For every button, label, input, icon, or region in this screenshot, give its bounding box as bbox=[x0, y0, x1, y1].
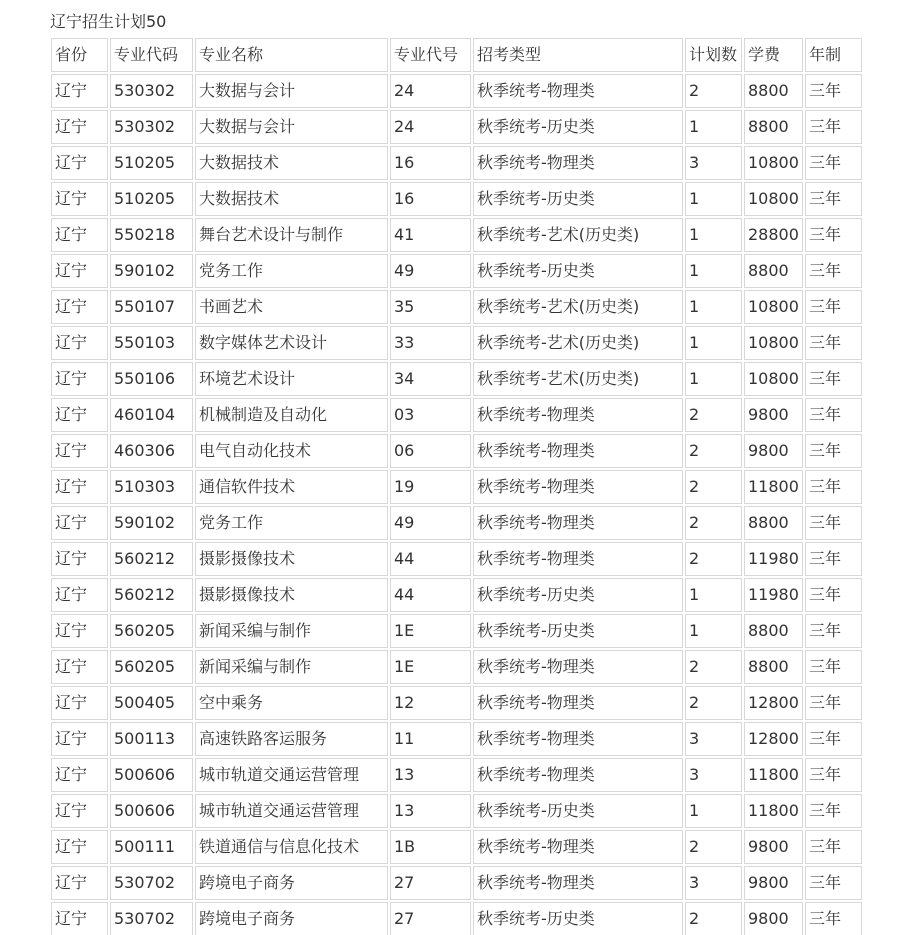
cell-province: 辽宁 bbox=[51, 542, 108, 576]
header-cell-major-name: 专业名称 bbox=[195, 38, 388, 72]
cell-major-number: 27 bbox=[390, 866, 471, 900]
table-row bbox=[51, 830, 862, 864]
cell-major-code: 530302 bbox=[110, 110, 193, 144]
cell-tuition: 11800 bbox=[744, 470, 803, 504]
cell-exam-type: 秋季统考-物理类 bbox=[473, 722, 683, 756]
table-body bbox=[51, 38, 862, 935]
cell-province: 辽宁 bbox=[51, 110, 108, 144]
cell-plan-count: 1 bbox=[685, 578, 742, 612]
cell-major-code: 560205 bbox=[110, 614, 193, 648]
cell-major-number: 44 bbox=[390, 542, 471, 576]
cell-exam-type: 秋季统考-艺术(历史类) bbox=[473, 326, 683, 360]
cell-major-name: 大数据技术 bbox=[195, 146, 388, 180]
cell-major-number: 16 bbox=[390, 182, 471, 216]
cell-plan-count: 1 bbox=[685, 218, 742, 252]
cell-province: 辽宁 bbox=[51, 326, 108, 360]
cell-duration: 三年 bbox=[805, 758, 862, 792]
cell-major-number: 12 bbox=[390, 686, 471, 720]
cell-tuition: 9800 bbox=[744, 434, 803, 468]
table-row bbox=[51, 434, 862, 468]
cell-province: 辽宁 bbox=[51, 614, 108, 648]
cell-exam-type: 秋季统考-物理类 bbox=[473, 398, 683, 432]
cell-duration: 三年 bbox=[805, 434, 862, 468]
cell-major-code: 590102 bbox=[110, 254, 193, 288]
cell-province: 辽宁 bbox=[51, 362, 108, 396]
cell-major-name: 铁道通信与信息化技术 bbox=[195, 830, 388, 864]
cell-tuition: 11980 bbox=[744, 578, 803, 612]
cell-major-name: 党务工作 bbox=[195, 506, 388, 540]
cell-major-number: 11 bbox=[390, 722, 471, 756]
cell-exam-type: 秋季统考-物理类 bbox=[473, 470, 683, 504]
cell-tuition: 10800 bbox=[744, 362, 803, 396]
cell-plan-count: 1 bbox=[685, 254, 742, 288]
cell-major-name: 舞台艺术设计与制作 bbox=[195, 218, 388, 252]
cell-exam-type: 秋季统考-历史类 bbox=[473, 182, 683, 216]
cell-province: 辽宁 bbox=[51, 398, 108, 432]
cell-duration: 三年 bbox=[805, 182, 862, 216]
cell-major-number: 13 bbox=[390, 758, 471, 792]
table-row bbox=[51, 110, 862, 144]
cell-province: 辽宁 bbox=[51, 758, 108, 792]
table-row bbox=[51, 542, 862, 576]
cell-province: 辽宁 bbox=[51, 830, 108, 864]
cell-major-code: 500113 bbox=[110, 722, 193, 756]
cell-tuition: 12800 bbox=[744, 686, 803, 720]
table-row bbox=[51, 218, 862, 252]
cell-duration: 三年 bbox=[805, 74, 862, 108]
cell-duration: 三年 bbox=[805, 470, 862, 504]
cell-province: 辽宁 bbox=[51, 182, 108, 216]
table-row bbox=[51, 722, 862, 756]
cell-major-code: 500606 bbox=[110, 794, 193, 828]
table-row bbox=[51, 398, 862, 432]
cell-duration: 三年 bbox=[805, 794, 862, 828]
cell-major-name: 大数据技术 bbox=[195, 182, 388, 216]
cell-major-code: 460306 bbox=[110, 434, 193, 468]
enrollment-plan-table bbox=[49, 36, 864, 935]
cell-tuition: 8800 bbox=[744, 506, 803, 540]
cell-major-number: 1B bbox=[390, 830, 471, 864]
cell-major-code: 530702 bbox=[110, 866, 193, 900]
header-cell-province: 省份 bbox=[51, 38, 108, 72]
cell-plan-count: 2 bbox=[685, 650, 742, 684]
cell-major-number: 34 bbox=[390, 362, 471, 396]
cell-major-code: 560212 bbox=[110, 578, 193, 612]
cell-exam-type: 秋季统考-历史类 bbox=[473, 254, 683, 288]
header-cell-tuition: 学费 bbox=[744, 38, 803, 72]
cell-major-name: 高速铁路客运服务 bbox=[195, 722, 388, 756]
cell-tuition: 10800 bbox=[744, 146, 803, 180]
cell-duration: 三年 bbox=[805, 542, 862, 576]
cell-plan-count: 2 bbox=[685, 434, 742, 468]
cell-major-name: 新闻采编与制作 bbox=[195, 614, 388, 648]
cell-tuition: 11800 bbox=[744, 794, 803, 828]
table-row bbox=[51, 614, 862, 648]
cell-major-name: 环境艺术设计 bbox=[195, 362, 388, 396]
cell-major-name: 跨境电子商务 bbox=[195, 866, 388, 900]
cell-major-name: 电气自动化技术 bbox=[195, 434, 388, 468]
table-row bbox=[51, 506, 862, 540]
cell-duration: 三年 bbox=[805, 218, 862, 252]
table-row bbox=[51, 902, 862, 935]
cell-plan-count: 3 bbox=[685, 866, 742, 900]
cell-major-number: 19 bbox=[390, 470, 471, 504]
cell-tuition: 8800 bbox=[744, 110, 803, 144]
table-row bbox=[51, 758, 862, 792]
table-row bbox=[51, 74, 862, 108]
cell-major-name: 城市轨道交通运营管理 bbox=[195, 794, 388, 828]
cell-major-code: 500405 bbox=[110, 686, 193, 720]
cell-tuition: 8800 bbox=[744, 74, 803, 108]
cell-tuition: 9800 bbox=[744, 866, 803, 900]
cell-major-name: 摄影摄像技术 bbox=[195, 542, 388, 576]
cell-duration: 三年 bbox=[805, 686, 862, 720]
cell-tuition: 8800 bbox=[744, 254, 803, 288]
cell-plan-count: 2 bbox=[685, 902, 742, 935]
table-row bbox=[51, 650, 862, 684]
cell-major-code: 510205 bbox=[110, 146, 193, 180]
header-cell-exam-type: 招考类型 bbox=[473, 38, 683, 72]
cell-plan-count: 3 bbox=[685, 758, 742, 792]
table-row bbox=[51, 290, 862, 324]
cell-duration: 三年 bbox=[805, 290, 862, 324]
cell-province: 辽宁 bbox=[51, 506, 108, 540]
cell-exam-type: 秋季统考-物理类 bbox=[473, 866, 683, 900]
header-cell-major-code: 专业代码 bbox=[110, 38, 193, 72]
cell-major-name: 党务工作 bbox=[195, 254, 388, 288]
cell-plan-count: 1 bbox=[685, 110, 742, 144]
cell-major-number: 24 bbox=[390, 74, 471, 108]
cell-duration: 三年 bbox=[805, 578, 862, 612]
cell-province: 辽宁 bbox=[51, 686, 108, 720]
cell-plan-count: 2 bbox=[685, 542, 742, 576]
table-header-row bbox=[51, 38, 862, 72]
cell-tuition: 9800 bbox=[744, 902, 803, 935]
cell-major-number: 16 bbox=[390, 146, 471, 180]
cell-duration: 三年 bbox=[805, 902, 862, 935]
cell-tuition: 10800 bbox=[744, 290, 803, 324]
cell-exam-type: 秋季统考-历史类 bbox=[473, 902, 683, 935]
table-row bbox=[51, 578, 862, 612]
cell-major-name: 通信软件技术 bbox=[195, 470, 388, 504]
cell-major-code: 500606 bbox=[110, 758, 193, 792]
cell-major-code: 550218 bbox=[110, 218, 193, 252]
cell-province: 辽宁 bbox=[51, 290, 108, 324]
cell-major-number: 1E bbox=[390, 650, 471, 684]
cell-major-code: 530702 bbox=[110, 902, 193, 935]
cell-plan-count: 2 bbox=[685, 398, 742, 432]
cell-major-name: 空中乘务 bbox=[195, 686, 388, 720]
cell-exam-type: 秋季统考-艺术(历史类) bbox=[473, 218, 683, 252]
cell-major-number: 49 bbox=[390, 506, 471, 540]
table-row bbox=[51, 182, 862, 216]
cell-plan-count: 3 bbox=[685, 146, 742, 180]
cell-tuition: 8800 bbox=[744, 614, 803, 648]
table-caption: 辽宁招生计划50 bbox=[50, 12, 167, 31]
cell-duration: 三年 bbox=[805, 398, 862, 432]
cell-duration: 三年 bbox=[805, 506, 862, 540]
cell-major-number: 13 bbox=[390, 794, 471, 828]
header-cell-major-number: 专业代号 bbox=[390, 38, 471, 72]
table-row bbox=[51, 254, 862, 288]
cell-major-name: 大数据与会计 bbox=[195, 110, 388, 144]
table-row bbox=[51, 326, 862, 360]
cell-exam-type: 秋季统考-历史类 bbox=[473, 578, 683, 612]
cell-province: 辽宁 bbox=[51, 434, 108, 468]
cell-major-number: 41 bbox=[390, 218, 471, 252]
cell-duration: 三年 bbox=[805, 254, 862, 288]
cell-tuition: 9800 bbox=[744, 830, 803, 864]
cell-tuition: 12800 bbox=[744, 722, 803, 756]
cell-plan-count: 3 bbox=[685, 722, 742, 756]
cell-plan-count: 2 bbox=[685, 830, 742, 864]
cell-plan-count: 1 bbox=[685, 614, 742, 648]
cell-major-code: 560205 bbox=[110, 650, 193, 684]
cell-major-name: 大数据与会计 bbox=[195, 74, 388, 108]
cell-major-number: 27 bbox=[390, 902, 471, 935]
cell-province: 辽宁 bbox=[51, 218, 108, 252]
cell-province: 辽宁 bbox=[51, 902, 108, 935]
cell-major-code: 550106 bbox=[110, 362, 193, 396]
table-row bbox=[51, 362, 862, 396]
cell-major-code: 560212 bbox=[110, 542, 193, 576]
cell-major-code: 500111 bbox=[110, 830, 193, 864]
cell-exam-type: 秋季统考-艺术(历史类) bbox=[473, 362, 683, 396]
cell-major-code: 510205 bbox=[110, 182, 193, 216]
cell-tuition: 8800 bbox=[744, 650, 803, 684]
cell-exam-type: 秋季统考-物理类 bbox=[473, 542, 683, 576]
table-row bbox=[51, 146, 862, 180]
cell-major-code: 550107 bbox=[110, 290, 193, 324]
cell-tuition: 11980 bbox=[744, 542, 803, 576]
cell-plan-count: 1 bbox=[685, 326, 742, 360]
cell-exam-type: 秋季统考-历史类 bbox=[473, 794, 683, 828]
cell-major-code: 510303 bbox=[110, 470, 193, 504]
cell-major-name: 新闻采编与制作 bbox=[195, 650, 388, 684]
cell-province: 辽宁 bbox=[51, 722, 108, 756]
header-cell-duration: 年制 bbox=[805, 38, 862, 72]
cell-province: 辽宁 bbox=[51, 578, 108, 612]
cell-province: 辽宁 bbox=[51, 470, 108, 504]
cell-major-number: 24 bbox=[390, 110, 471, 144]
table-row bbox=[51, 794, 862, 828]
cell-major-code: 590102 bbox=[110, 506, 193, 540]
cell-exam-type: 秋季统考-历史类 bbox=[473, 110, 683, 144]
cell-exam-type: 秋季统考-物理类 bbox=[473, 506, 683, 540]
cell-plan-count: 2 bbox=[685, 470, 742, 504]
cell-plan-count: 2 bbox=[685, 506, 742, 540]
cell-province: 辽宁 bbox=[51, 794, 108, 828]
cell-exam-type: 秋季统考-艺术(历史类) bbox=[473, 290, 683, 324]
cell-province: 辽宁 bbox=[51, 74, 108, 108]
cell-major-code: 550103 bbox=[110, 326, 193, 360]
table-row bbox=[51, 686, 862, 720]
cell-tuition: 10800 bbox=[744, 326, 803, 360]
cell-major-name: 机械制造及自动化 bbox=[195, 398, 388, 432]
cell-major-name: 跨境电子商务 bbox=[195, 902, 388, 935]
cell-major-name: 数字媒体艺术设计 bbox=[195, 326, 388, 360]
cell-duration: 三年 bbox=[805, 110, 862, 144]
cell-plan-count: 1 bbox=[685, 362, 742, 396]
cell-exam-type: 秋季统考-物理类 bbox=[473, 146, 683, 180]
cell-duration: 三年 bbox=[805, 830, 862, 864]
cell-duration: 三年 bbox=[805, 614, 862, 648]
cell-major-code: 460104 bbox=[110, 398, 193, 432]
cell-major-number: 44 bbox=[390, 578, 471, 612]
cell-duration: 三年 bbox=[805, 326, 862, 360]
cell-major-number: 03 bbox=[390, 398, 471, 432]
cell-exam-type: 秋季统考-物理类 bbox=[473, 830, 683, 864]
cell-exam-type: 秋季统考-物理类 bbox=[473, 74, 683, 108]
cell-plan-count: 2 bbox=[685, 686, 742, 720]
cell-plan-count: 1 bbox=[685, 182, 742, 216]
cell-plan-count: 1 bbox=[685, 290, 742, 324]
cell-exam-type: 秋季统考-物理类 bbox=[473, 434, 683, 468]
cell-province: 辽宁 bbox=[51, 650, 108, 684]
cell-plan-count: 1 bbox=[685, 794, 742, 828]
cell-major-number: 1E bbox=[390, 614, 471, 648]
cell-plan-count: 2 bbox=[685, 74, 742, 108]
cell-exam-type: 秋季统考-物理类 bbox=[473, 758, 683, 792]
cell-major-name: 城市轨道交通运营管理 bbox=[195, 758, 388, 792]
cell-exam-type: 秋季统考-物理类 bbox=[473, 686, 683, 720]
cell-duration: 三年 bbox=[805, 146, 862, 180]
cell-major-number: 35 bbox=[390, 290, 471, 324]
cell-exam-type: 秋季统考-历史类 bbox=[473, 614, 683, 648]
header-cell-plan-count: 计划数 bbox=[685, 38, 742, 72]
cell-province: 辽宁 bbox=[51, 866, 108, 900]
cell-tuition: 28800 bbox=[744, 218, 803, 252]
cell-exam-type: 秋季统考-物理类 bbox=[473, 650, 683, 684]
cell-tuition: 10800 bbox=[744, 182, 803, 216]
cell-major-name: 书画艺术 bbox=[195, 290, 388, 324]
cell-province: 辽宁 bbox=[51, 146, 108, 180]
cell-tuition: 9800 bbox=[744, 398, 803, 432]
cell-duration: 三年 bbox=[805, 650, 862, 684]
table-row bbox=[51, 866, 862, 900]
cell-duration: 三年 bbox=[805, 722, 862, 756]
cell-duration: 三年 bbox=[805, 866, 862, 900]
cell-major-code: 530302 bbox=[110, 74, 193, 108]
cell-major-number: 49 bbox=[390, 254, 471, 288]
cell-major-number: 06 bbox=[390, 434, 471, 468]
cell-province: 辽宁 bbox=[51, 254, 108, 288]
table-row bbox=[51, 470, 862, 504]
cell-tuition: 11800 bbox=[744, 758, 803, 792]
cell-duration: 三年 bbox=[805, 362, 862, 396]
cell-major-name: 摄影摄像技术 bbox=[195, 578, 388, 612]
cell-major-number: 33 bbox=[390, 326, 471, 360]
